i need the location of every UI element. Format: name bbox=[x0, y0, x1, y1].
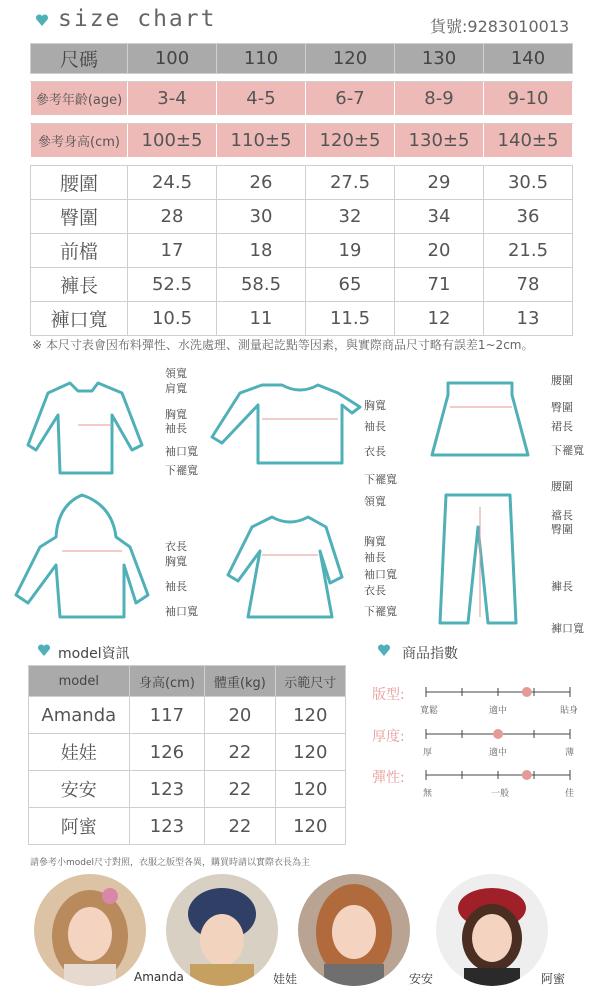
skirt-outline bbox=[432, 383, 528, 455]
row-label: 褲口寬 bbox=[31, 302, 128, 336]
hoodie-outline bbox=[16, 495, 148, 617]
model-section-title: model資訊 bbox=[58, 646, 130, 662]
table-cell: 126 bbox=[129, 734, 205, 771]
table-cell: 120±5 bbox=[306, 124, 395, 158]
table-cell: 22 bbox=[205, 771, 275, 808]
table-cell: 27.5 bbox=[306, 166, 395, 200]
product-sku: 貨號:9283010013 bbox=[430, 17, 570, 36]
heart-icon bbox=[377, 643, 391, 657]
table-cell: 65 bbox=[306, 268, 395, 302]
diagram-label: 袖長 bbox=[364, 551, 386, 564]
table-cell: 12 bbox=[395, 302, 484, 336]
model-name: 娃娃 bbox=[273, 972, 298, 986]
diagram-label: 腰圍 bbox=[551, 480, 573, 493]
garment-diagrams bbox=[0, 355, 600, 630]
column-header: model bbox=[29, 666, 130, 697]
table-cell: 26 bbox=[217, 166, 306, 200]
table-cell: 32 bbox=[306, 200, 395, 234]
table-cell: 120 bbox=[275, 771, 345, 808]
shirt-outline bbox=[28, 383, 142, 473]
diagram-label: 下襬寬 bbox=[551, 444, 584, 457]
row-label: 前檔 bbox=[31, 234, 128, 268]
table-cell: 78 bbox=[484, 268, 573, 302]
table-cell: 19 bbox=[306, 234, 395, 268]
table-cell: 阿蜜 bbox=[29, 808, 130, 845]
diagram-label: 領寬 bbox=[364, 495, 386, 508]
table-row bbox=[31, 268, 573, 302]
model-name: 安安 bbox=[409, 972, 434, 986]
table-cell: 17 bbox=[128, 234, 217, 268]
table-cell: 11.5 bbox=[306, 302, 395, 336]
tee-outline bbox=[212, 385, 360, 463]
diagram-label: 裙長 bbox=[551, 420, 573, 433]
scale-mid-label: 適中 bbox=[489, 748, 508, 758]
table-cell: 52.5 bbox=[128, 268, 217, 302]
row-label: 褲長 bbox=[31, 268, 128, 302]
table-cell: 10.5 bbox=[128, 302, 217, 336]
size-col: 110 bbox=[217, 44, 306, 74]
elasticity-label: 彈性: bbox=[372, 770, 405, 786]
table-cell: 20 bbox=[395, 234, 484, 268]
table-cell: 117 bbox=[129, 697, 205, 734]
table-cell: 8-9 bbox=[395, 82, 484, 116]
diagram-label: 胸寬 bbox=[165, 408, 187, 421]
diagram-label: 肩寬 bbox=[165, 382, 187, 395]
table-row bbox=[29, 808, 346, 845]
table-cell: 娃娃 bbox=[29, 734, 130, 771]
model-footnote: 請參考小model尺寸對照，衣服之版型各異，購買時請以實際衣長為主 bbox=[30, 858, 311, 868]
diagram-label: 下襬寬 bbox=[364, 605, 397, 618]
model-table bbox=[28, 665, 346, 845]
table-cell: 22 bbox=[205, 734, 275, 771]
table-cell: 140±5 bbox=[484, 124, 573, 158]
fit-level-marker bbox=[522, 687, 532, 697]
avatar bbox=[34, 874, 146, 986]
table-cell: 9-10 bbox=[484, 82, 573, 116]
row-label: 參考身高(cm) bbox=[31, 124, 128, 158]
model-name: Amanda bbox=[134, 970, 184, 984]
thickness-label: 厚度: bbox=[372, 729, 405, 745]
table-cell: 4-5 bbox=[217, 82, 306, 116]
table-cell: 22 bbox=[205, 808, 275, 845]
table-cell: 120 bbox=[275, 808, 345, 845]
diagram-label: 褲長 bbox=[551, 580, 573, 593]
diagram-label: 領寬 bbox=[165, 367, 187, 380]
scale-high-label: 貼身 bbox=[560, 706, 579, 716]
scale-low-label: 無 bbox=[423, 789, 433, 799]
pants-outline bbox=[440, 495, 516, 623]
diagram-label: 袖口寬 bbox=[364, 568, 397, 581]
scale-high-label: 佳 bbox=[565, 789, 575, 799]
fit-label: 版型: bbox=[372, 687, 405, 703]
table-cell: 100±5 bbox=[128, 124, 217, 158]
size-col: 120 bbox=[306, 44, 395, 74]
table-cell: 123 bbox=[129, 808, 205, 845]
table-row bbox=[29, 771, 346, 808]
diagram-label: 下襬寬 bbox=[165, 464, 198, 477]
table-cell: 58.5 bbox=[217, 268, 306, 302]
table-cell: 110±5 bbox=[217, 124, 306, 158]
table-row bbox=[31, 166, 573, 200]
table-cell: 11 bbox=[217, 302, 306, 336]
table-cell: 24.5 bbox=[128, 166, 217, 200]
model-name: 阿蜜 bbox=[541, 972, 566, 986]
heart-icon bbox=[35, 13, 49, 27]
table-row bbox=[31, 302, 573, 336]
diagram-label: 袖長 bbox=[165, 580, 187, 593]
heart-icon bbox=[37, 643, 51, 657]
table-cell: 123 bbox=[129, 771, 205, 808]
table-cell: 36 bbox=[484, 200, 573, 234]
diagram-label: 襠長 bbox=[551, 509, 573, 522]
table-row bbox=[29, 734, 346, 771]
diagram-label: 衣長 bbox=[364, 584, 386, 597]
model-header-row bbox=[29, 666, 346, 697]
page-title: size chart bbox=[58, 6, 217, 32]
size-chart-table bbox=[30, 43, 573, 336]
table-cell: 6-7 bbox=[306, 82, 395, 116]
age-row bbox=[31, 82, 573, 116]
diagram-label: 腰圍 bbox=[551, 374, 573, 387]
size-col: 100 bbox=[128, 44, 217, 74]
diagram-label: 臀圍 bbox=[551, 401, 573, 414]
scale-mid-label: 一般 bbox=[491, 789, 510, 799]
height-row bbox=[31, 124, 573, 158]
table-cell: 21.5 bbox=[484, 234, 573, 268]
size-header-row bbox=[31, 44, 573, 74]
scale-mid-label: 適中 bbox=[489, 706, 508, 716]
diagram-label: 下襬寬 bbox=[364, 473, 397, 486]
index-section-title: 商品指數 bbox=[402, 646, 458, 662]
column-header: 身高(cm) bbox=[129, 666, 205, 697]
table-cell: 34 bbox=[395, 200, 484, 234]
table-cell: Amanda bbox=[29, 697, 130, 734]
diagram-label: 袖長 bbox=[364, 420, 386, 433]
table-cell: 20 bbox=[205, 697, 275, 734]
table-row bbox=[29, 697, 346, 734]
table-cell: 18 bbox=[217, 234, 306, 268]
diagram-label: 袖長 bbox=[165, 422, 187, 435]
thickness-level-marker bbox=[493, 729, 503, 739]
table-row bbox=[31, 234, 573, 268]
table-cell: 28 bbox=[128, 200, 217, 234]
table-cell: 安安 bbox=[29, 771, 130, 808]
table-cell: 30.5 bbox=[484, 166, 573, 200]
column-header: 示範尺寸 bbox=[275, 666, 345, 697]
table-cell: 71 bbox=[395, 268, 484, 302]
diagram-label: 臀圍 bbox=[551, 523, 573, 536]
row-label: 腰圍 bbox=[31, 166, 128, 200]
avatar bbox=[436, 874, 548, 986]
column-header: 體重(kg) bbox=[205, 666, 275, 697]
diagram-label: 胸寬 bbox=[165, 555, 187, 568]
size-col: 130 bbox=[395, 44, 484, 74]
scale-low-label: 寬鬆 bbox=[420, 706, 439, 716]
scale-low-label: 厚 bbox=[423, 748, 433, 758]
diagram-label: 胸寬 bbox=[364, 535, 386, 548]
table-cell: 120 bbox=[275, 734, 345, 771]
elasticity-level-marker bbox=[522, 770, 532, 780]
table-cell: 30 bbox=[217, 200, 306, 234]
diagram-label: 袖口寬 bbox=[165, 445, 198, 458]
size-header-label: 尺碼 bbox=[31, 44, 128, 74]
diagram-label: 衣長 bbox=[364, 445, 386, 458]
table-cell: 130±5 bbox=[395, 124, 484, 158]
diagram-label: 胸寬 bbox=[364, 399, 386, 412]
diagram-label: 衣長 bbox=[165, 540, 187, 553]
row-label: 參考年齡(age) bbox=[31, 82, 128, 116]
table-cell: 13 bbox=[484, 302, 573, 336]
diagram-label: 袖口寬 bbox=[165, 605, 198, 618]
scale-high-label: 薄 bbox=[565, 748, 575, 758]
measurement-note: ※ 本尺寸表會因布料彈性、水洗處理、測量起訖點等因素，與實際商品尺寸略有誤差1~2cm。 bbox=[32, 338, 534, 352]
avatar bbox=[298, 874, 410, 986]
table-cell: 29 bbox=[395, 166, 484, 200]
dress-outline bbox=[228, 517, 342, 617]
diagram-label: 褲口寬 bbox=[551, 622, 584, 635]
table-cell: 120 bbox=[275, 697, 345, 734]
size-col: 140 bbox=[484, 44, 573, 74]
row-label: 臀圍 bbox=[31, 200, 128, 234]
table-cell: 3-4 bbox=[128, 82, 217, 116]
table-row bbox=[31, 200, 573, 234]
